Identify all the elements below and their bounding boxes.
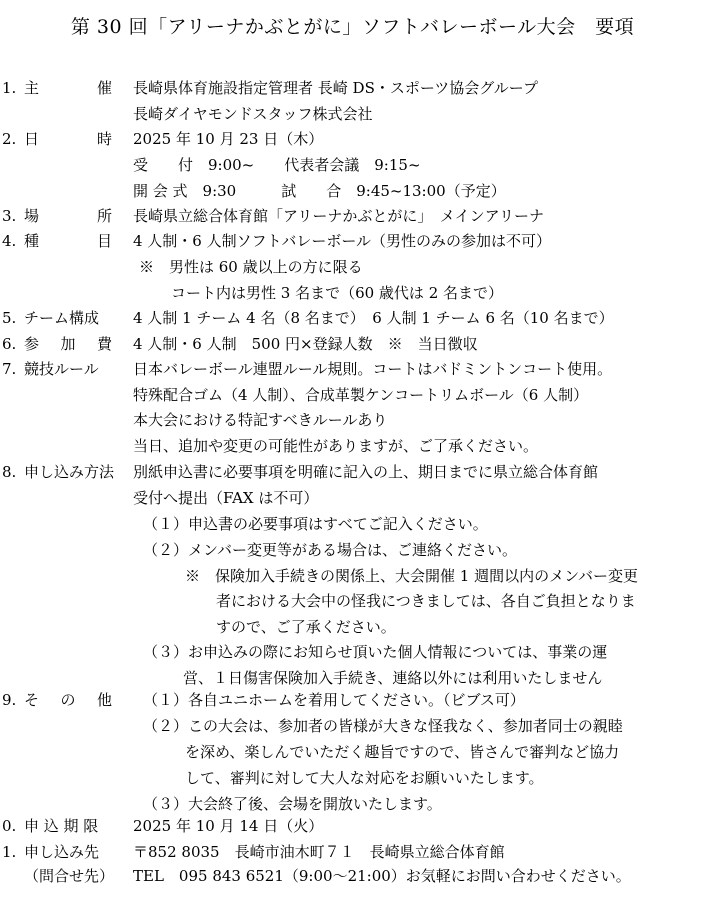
section-label-part: チーム構成 bbox=[24, 309, 100, 327]
section-line: 〒852 8035 長崎市油木町７１ 長崎県立総合体育館 bbox=[133, 843, 505, 861]
section-line: 長崎県立総合体育館「アリーナかぶとがに」 メインアリーナ bbox=[133, 207, 545, 225]
section-label bbox=[24, 78, 112, 98]
section-label-part: 所 bbox=[96, 207, 112, 225]
section-line: 2025 年 10 月 14 日（火） bbox=[133, 817, 324, 835]
section-label-part: 場 bbox=[24, 207, 40, 225]
section-line: 者における大会中の怪我につきましては、各自ご負担となりま bbox=[216, 592, 636, 610]
section-label-part: 申 込 期 限 bbox=[24, 817, 99, 835]
section-line: 受付へ提出（FAX は不可） bbox=[133, 489, 319, 507]
section-label bbox=[24, 206, 112, 226]
section-label bbox=[24, 866, 114, 886]
section-line: （２）メンバー変更等がある場合は、ご連絡ください。 bbox=[143, 541, 517, 559]
section-line: （２）この大会は、参加者の皆様が大きな怪我なく、参加者同士の親睦 bbox=[143, 717, 623, 735]
section-label-part: 申し込み先 bbox=[24, 843, 100, 861]
section-line: TEL 095 843 6521（9:00～21:00）お気軽にお問い合わせください。 bbox=[133, 867, 631, 885]
section-line: 長崎県体育施設指定管理者 長崎 DS・スポーツ協会グループ bbox=[133, 79, 539, 97]
section-line: 受 付 9:00~ 代表者会議 9:15~ bbox=[133, 156, 421, 174]
section-line: 本大会における特記すべきルールあり bbox=[133, 411, 388, 429]
section-line: 長崎ダイヤモンドスタッフ株式会社 bbox=[133, 105, 373, 123]
section-line: （３）お申込みの際にお知らせ頂いた個人情報については、事業の運 bbox=[143, 643, 608, 661]
section-label bbox=[24, 842, 99, 862]
section-label-part: 申し込み方法 bbox=[24, 463, 115, 481]
section-line: 開 会 式 9:30 試 合 9:45~13:00（予定） bbox=[133, 182, 506, 200]
section-number: 5. bbox=[2, 309, 17, 327]
section-number: 1. bbox=[2, 843, 17, 861]
section-line: ※ 男性は 60 歳以上の方に限る bbox=[139, 258, 363, 276]
section-line: 4 人制・6 人制ソフトバレーボール（男性のみの参加は不可） bbox=[133, 232, 552, 250]
section-label-part: 加 bbox=[60, 335, 76, 353]
document-title: 第 30 回「アリーナかぶとがに」ソフトバレーボール大会 要項 bbox=[70, 16, 635, 38]
section-number: 8. bbox=[2, 463, 17, 481]
section-line: （３）大会終了後、会場を開放いたします。 bbox=[143, 795, 442, 813]
section-label-part: 種 bbox=[24, 232, 40, 250]
section-label-part: 主 bbox=[24, 79, 40, 97]
section-label bbox=[24, 308, 99, 328]
section-number: 1. bbox=[2, 79, 17, 97]
section-number: 3. bbox=[2, 207, 17, 225]
section-line: 別紙申込書に必要事項を明確に記入の上、期日までに県立総合体育館 bbox=[133, 463, 599, 481]
section-line: （１）申込書の必要事項はすべてご記入ください。 bbox=[143, 515, 488, 533]
section-label-part: 費 bbox=[96, 335, 112, 353]
section-line: ※ 保険加入手続きの関係上、大会開催 1 週間以内のメンバー変更 bbox=[185, 567, 639, 585]
section-number: 4. bbox=[2, 232, 17, 250]
section-label bbox=[24, 334, 112, 354]
section-label bbox=[24, 359, 99, 379]
section-label-part: 催 bbox=[96, 79, 112, 97]
section-line: 特殊配合ゴム（4 人制）、合成革製ケンコートリムボール（6 人制） bbox=[133, 386, 589, 404]
section-line: 営、１日傷害保険加入手続き、連絡以外には利用いたしません bbox=[183, 669, 603, 687]
section-label-part: 他 bbox=[96, 691, 112, 709]
section-label-part: 目 bbox=[96, 232, 112, 250]
section-line: 4 人制 1 チーム 4 名（8 名まで） 6 人制 1 チーム 6 名（10 名まで） bbox=[133, 309, 614, 327]
section-label-part: 日 bbox=[24, 130, 40, 148]
section-label-part: （問合せ先） bbox=[24, 867, 115, 885]
section-line: 当日、追加や変更の可能性がありますが、ご了承ください。 bbox=[133, 437, 539, 455]
section-label-part: 時 bbox=[96, 130, 112, 148]
section-number: 0. bbox=[2, 817, 17, 835]
section-label bbox=[24, 690, 112, 710]
section-label-part: そ bbox=[24, 691, 40, 709]
section-line: コート内は男性 3 名まで（60 歳代は 2 名まで） bbox=[171, 284, 504, 302]
section-label bbox=[24, 816, 98, 836]
section-line: すので、ご了承ください。 bbox=[216, 618, 396, 636]
section-number: 7. bbox=[2, 360, 17, 378]
section-line: 2025 年 10 月 23 日（木） bbox=[133, 130, 324, 148]
section-line: 日本バレーボール連盟ルール規則。コートはバドミントンコート使用。 bbox=[133, 360, 613, 378]
section-label bbox=[24, 231, 112, 251]
section-line: 4 人制・6 人制 500 円×登録人数 ※ 当日徴収 bbox=[133, 335, 478, 353]
section-label bbox=[24, 129, 112, 149]
section-number: 6. bbox=[2, 335, 17, 353]
section-label-part: の bbox=[60, 691, 76, 709]
section-number: 9. bbox=[2, 691, 17, 709]
section-label-part: 参 bbox=[24, 335, 40, 353]
section-line: （１）各自ユニホームを着用してください。（ビブス可） bbox=[143, 691, 525, 709]
section-label bbox=[24, 462, 114, 482]
section-number: 2. bbox=[2, 130, 17, 148]
section-line: を深め、楽しんでいただく趣旨ですので、皆さんで審判など協力 bbox=[185, 743, 620, 761]
section-line: して、審判に対して大人な対応をお願いいたします。 bbox=[185, 769, 544, 787]
section-label-part: 競技ルール bbox=[24, 360, 99, 378]
